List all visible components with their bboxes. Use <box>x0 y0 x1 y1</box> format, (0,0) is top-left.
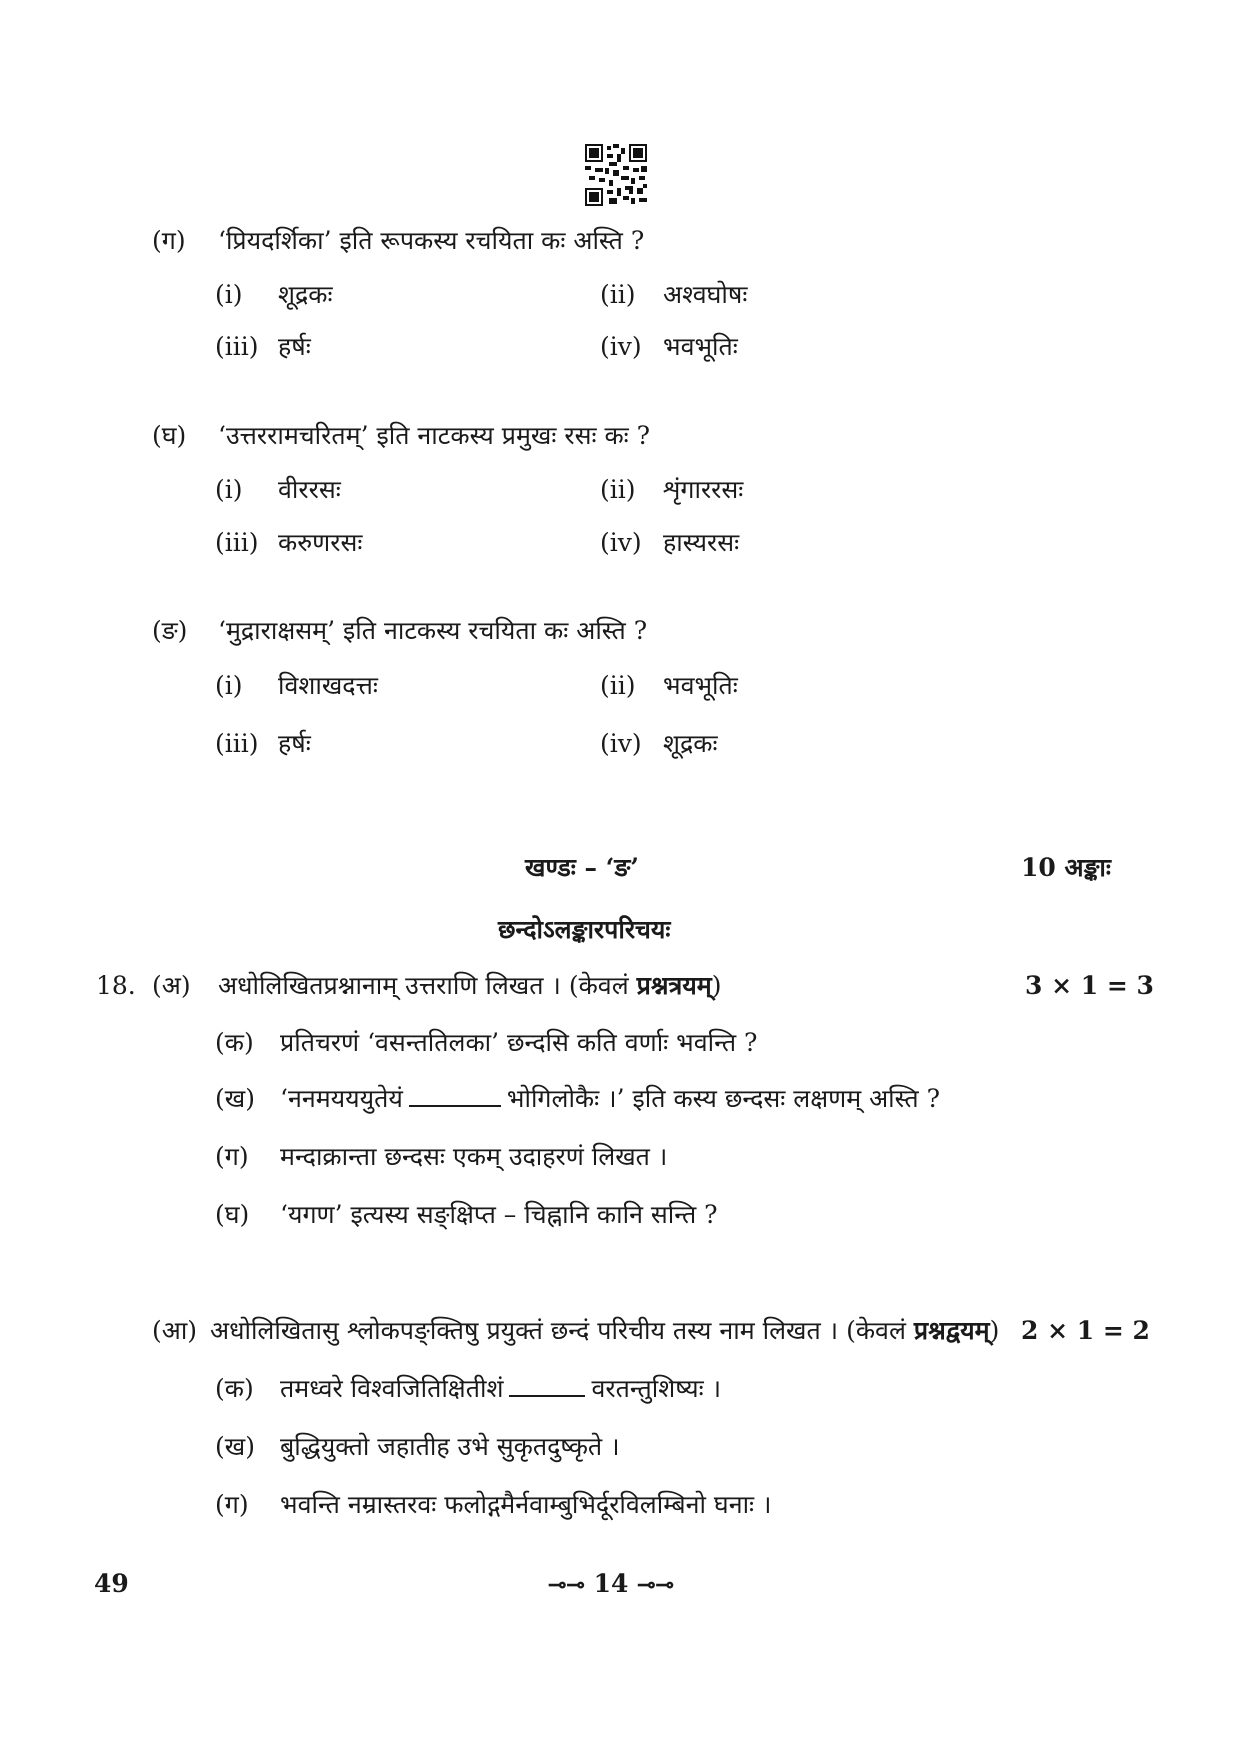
instruction-text: अधोलिखितप्रश्नानाम् उत्तराणि लिखत । (केवलं <box>218 971 637 1000</box>
instruction-emphasis: प्रश्नद्वयम् <box>913 1316 990 1345</box>
option-number: (ii) <box>600 280 636 309</box>
ornament-left-icon: ⊸⊸ <box>548 1572 585 1598</box>
option-text: हास्यरसः <box>663 528 740 557</box>
part-instruction <box>218 970 722 1002</box>
item-text: बुद्धियुक्तो जहातीह उभे सुकृतदुष्कृते । <box>280 1432 620 1461</box>
option-text: विशाखदत्तः <box>278 671 378 700</box>
option-text: करुणरसः <box>278 528 363 557</box>
item-text-after: वरतन्तुशिष्यः । <box>591 1374 722 1403</box>
question-label: (ङ) <box>152 616 188 645</box>
option-text: भवभूतिः <box>663 671 738 700</box>
item-label: (ग) <box>215 1142 249 1171</box>
question-text: ‘मुद्राराक्षसम्’ इति नाटकस्य रचयिता कः अस्ति ? <box>218 616 648 645</box>
option-number: (iv) <box>600 528 642 557</box>
item-text-after: भोगिलोकैः ।’ इति कस्य छन्दसः लक्षणम् अस्ति ? <box>506 1084 940 1113</box>
option-number: (iii) <box>215 729 259 758</box>
item-label: (ग) <box>215 1490 249 1519</box>
fill-blank <box>409 1083 501 1107</box>
option-number: (i) <box>215 475 243 504</box>
option-number: (i) <box>215 280 243 309</box>
fill-blank <box>509 1373 585 1397</box>
item-label: (क) <box>215 1028 254 1057</box>
question-label: (घ) <box>152 421 187 450</box>
question-label: (ग) <box>152 226 186 255</box>
part-label: (अ) <box>152 971 191 1000</box>
item-text: भवन्ति नम्रास्तरवः फलोद्गमैर्नवाम्बुभिर्दूरविलम्बिनो घनाः । <box>280 1490 772 1519</box>
paper-code: 49 <box>94 1569 129 1598</box>
option-number: (iii) <box>215 528 259 557</box>
item-label: (क) <box>215 1374 254 1403</box>
page-number: 14 <box>593 1569 629 1598</box>
item-text-before: तमध्वरे विश्वजितिक्षितीशं <box>280 1374 504 1403</box>
qr-code <box>585 144 647 206</box>
item-text <box>280 1373 721 1405</box>
instruction-close: ) <box>989 1316 1000 1345</box>
instruction-emphasis: प्रश्नत्रयम् <box>636 971 712 1000</box>
question-number: 18. <box>96 971 136 1000</box>
item-label: (ख) <box>215 1084 255 1113</box>
option-text: अश्वघोषः <box>663 280 748 309</box>
instruction-close: ) <box>711 971 722 1000</box>
option-text: भवभूतिः <box>663 332 738 361</box>
part-label: (आ) <box>152 1316 198 1345</box>
option-number: (ii) <box>600 475 636 504</box>
part-instruction <box>210 1315 999 1347</box>
option-text: वीररसः <box>278 475 341 504</box>
item-text-before: ‘ननमयययुतेयं <box>280 1084 403 1113</box>
item-text: प्रतिचरणं ‘वसन्ततिलका’ छन्दसि कति वर्णाः भवन्ति ? <box>280 1028 758 1057</box>
option-text: शूद्रकः <box>663 729 718 758</box>
item-label: (घ) <box>215 1200 250 1229</box>
option-text: शूद्रकः <box>278 280 333 309</box>
item-text: मन्दाक्रान्ता छन्दसः एकम् उदाहरणं लिखत । <box>280 1142 668 1171</box>
instruction-text: अधोलिखितासु श्लोकपङ्क्तिषु प्रयुक्तं छन्दं परिचीय तस्य नाम लिखत । (केवलं <box>210 1316 914 1345</box>
option-text: शृंगाररसः <box>663 475 744 504</box>
question-text: ‘प्रियदर्शिका’ इति रूपकस्य रचयिता कः अस्ति ? <box>218 226 645 255</box>
option-number: (iv) <box>600 729 642 758</box>
ornament-right-icon: ⊸⊸ <box>637 1572 674 1598</box>
option-text: हर्षः <box>278 332 311 361</box>
option-number: (iii) <box>215 332 259 361</box>
part-marks: 2 × 1 = 2 <box>1021 1316 1150 1345</box>
section-title: खण्डः – ‘ङ’ <box>525 853 639 882</box>
question-text: ‘उत्तररामचरितम्’ इति नाटकस्य प्रमुखः रसः कः ? <box>218 421 651 450</box>
section-subtitle: छन्दोऽलङ्कारपरिचयः <box>498 915 671 944</box>
section-marks: 10 अङ्काः <box>1021 853 1111 882</box>
option-number: (iv) <box>600 332 642 361</box>
part-marks: 3 × 1 = 3 <box>1025 971 1154 1000</box>
item-label: (ख) <box>215 1432 255 1461</box>
option-number: (i) <box>215 671 243 700</box>
page-number-block <box>548 1568 674 1601</box>
item-text <box>280 1083 940 1115</box>
item-text: ‘यगण’ इत्यस्य सङ्क्षिप्त – चिह्नानि कानि सन्ति ? <box>280 1200 718 1229</box>
option-text: हर्षः <box>278 729 311 758</box>
option-number: (ii) <box>600 671 636 700</box>
